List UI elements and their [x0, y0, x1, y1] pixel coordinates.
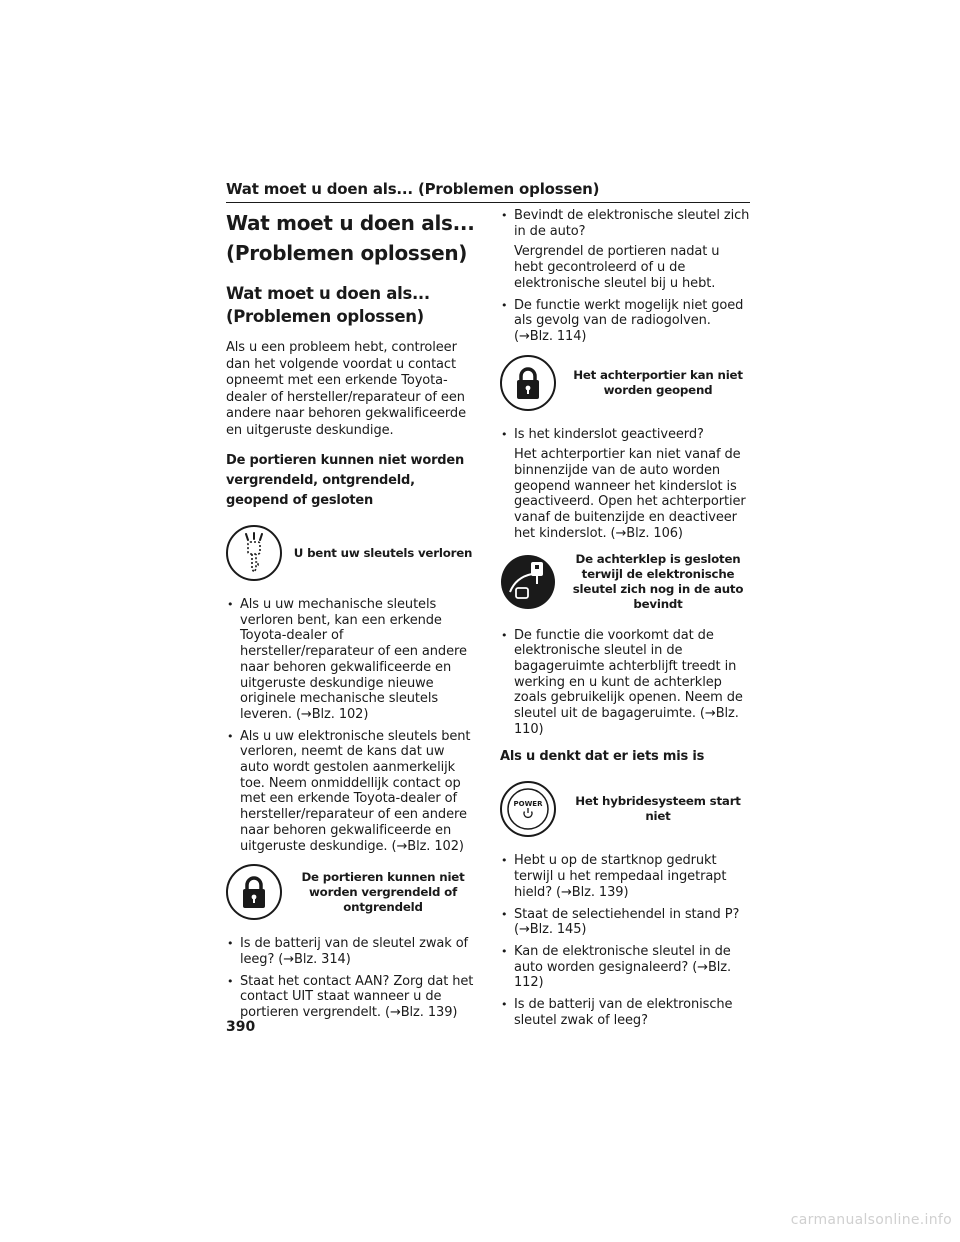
problem-subheading: Als u denkt dat er iets mis is — [500, 749, 705, 765]
list-item-text: Bevindt de elektronische sleutel zich in de auto? — [514, 208, 750, 239]
list-item: • Kan de elektronische sleutel in de auto worden gesignaleerd? (→Blz. 112) — [500, 944, 752, 991]
feature-rear-door — [500, 355, 752, 411]
lost-key-icon — [226, 525, 282, 581]
list-item — [500, 298, 752, 345]
lock-icon — [500, 355, 556, 411]
list-item — [500, 208, 752, 292]
feature-lost-keys-label: U bent uw sleutels verloren — [293, 545, 473, 560]
doors-lock-list — [226, 936, 476, 1021]
list-item-paragraph: Het achterportier kan niet vanaf de binnenzijde van de auto worden geopend wanneer het kinderslot is geactiveerd. Open het achterportier vanaf de buitenzijde en deactiveer het kinderslot. (→Blz. 106) — [514, 447, 746, 541]
right-column — [500, 208, 752, 1035]
list-item-text: Is het kinderslot geactiveerd? — [514, 426, 704, 442]
section-title: Wat moet u doen als... (Problemen oplossen) — [226, 284, 430, 326]
site-watermark: carmanualsonline.info — [790, 1212, 952, 1228]
list-item-paragraph: Vergrendel de portieren nadat u hebt gecontroleerd of u de elektronische sleutel bij u hebt. — [514, 244, 720, 291]
intro-paragraph: Als u een probleem hebt, controleer dan het volgende voordat u contact opneemt met een erkende Toyota-dealer of hersteller/reparateur of een andere naar behoren gekwalificeerde en uitgeruste deskundige. — [226, 340, 466, 438]
list-item — [500, 427, 752, 542]
list-item: • Staat het contact AAN? Zorg dat het contact UIT staat wanneer u de portieren vergrendelt. (→Blz. 139) — [226, 974, 476, 1021]
lost-keys-list — [226, 597, 476, 854]
list-item: • De functie die voorkomt dat de elektronische sleutel in de bagageruimte achterblijft treedt in werking en u kunt de achterklep zoals gebruikelijk openen. Neem de sleutel uit de bagageruimte. (→Blz. 110) — [500, 628, 752, 738]
feature-doors-lock — [226, 864, 476, 920]
list-item: • Hebt u op de startknop gedrukt terwijl u het rempedaal ingetrapt hield? (→Blz. 139) — [500, 853, 752, 900]
power-button-icon — [500, 781, 556, 837]
feature-trunk-key-label: De achterklep is gesloten terwijl de elektronische sleutel zich nog in de auto bevindt — [572, 551, 744, 611]
feature-hybrid-start-label: Het hybridesysteem start niet — [575, 794, 741, 824]
list-item: • Is de batterij van de sleutel zwak of leeg? (→Blz. 314) — [226, 936, 476, 967]
feature-trunk-key — [500, 552, 752, 612]
page-title: Wat moet u doen als... (Problemen oplossen) — [226, 211, 475, 265]
key-in-car-list — [500, 208, 752, 345]
hybrid-start-list — [500, 853, 752, 1028]
list-item-text: De functie werkt mogelijk niet goed als gevolg van de radiogolven. (→Blz. 114) — [514, 297, 744, 344]
trunk-key-list — [500, 628, 752, 738]
page-number: 390 — [226, 1019, 256, 1035]
list-item: • Als u uw elektronische sleutels bent verloren, neemt de kans dat uw auto wordt gestolen aanmerkelijk toe. Neem onmiddellijk contact op met een erkende Toyota-dealer of hersteller/reparateur of een andere naar behoren gekwalificeerde en uitgeruste deskundige. (→Blz. 102) — [226, 729, 476, 855]
feature-hybrid-start — [500, 781, 752, 837]
power-button-text: POWER — [513, 800, 543, 809]
list-item: • Staat de selectiehendel in stand P? (→Blz. 145) — [500, 907, 752, 938]
trunk-key-icon — [500, 554, 556, 610]
child-lock-list — [500, 427, 752, 542]
left-column — [226, 208, 476, 1027]
list-item: • Is de batterij van de elektronische sleutel zwak of leeg? — [500, 997, 752, 1028]
feature-lost-keys — [226, 525, 476, 581]
feature-rear-door-label: Het achterportier kan niet worden geopend — [573, 367, 743, 397]
doors-subheading: De portieren kunnen niet worden vergrendeld, ontgrendeld, geopend of gesloten — [226, 453, 465, 508]
lock-icon — [226, 864, 282, 920]
feature-doors-lock-label: De portieren kunnen niet worden vergrendeld of ontgrendeld — [301, 869, 465, 914]
running-header: Wat moet u doen als... (Problemen oplossen) — [226, 180, 750, 203]
list-item: • Als u uw mechanische sleutels verloren bent, kan een erkende Toyota-dealer of hersteller/reparateur of een andere naar behoren gekwalificeerde en uitgeruste deskundige nieuwe originele mechanische sleutels leveren. (→Blz. 102) — [226, 597, 476, 723]
